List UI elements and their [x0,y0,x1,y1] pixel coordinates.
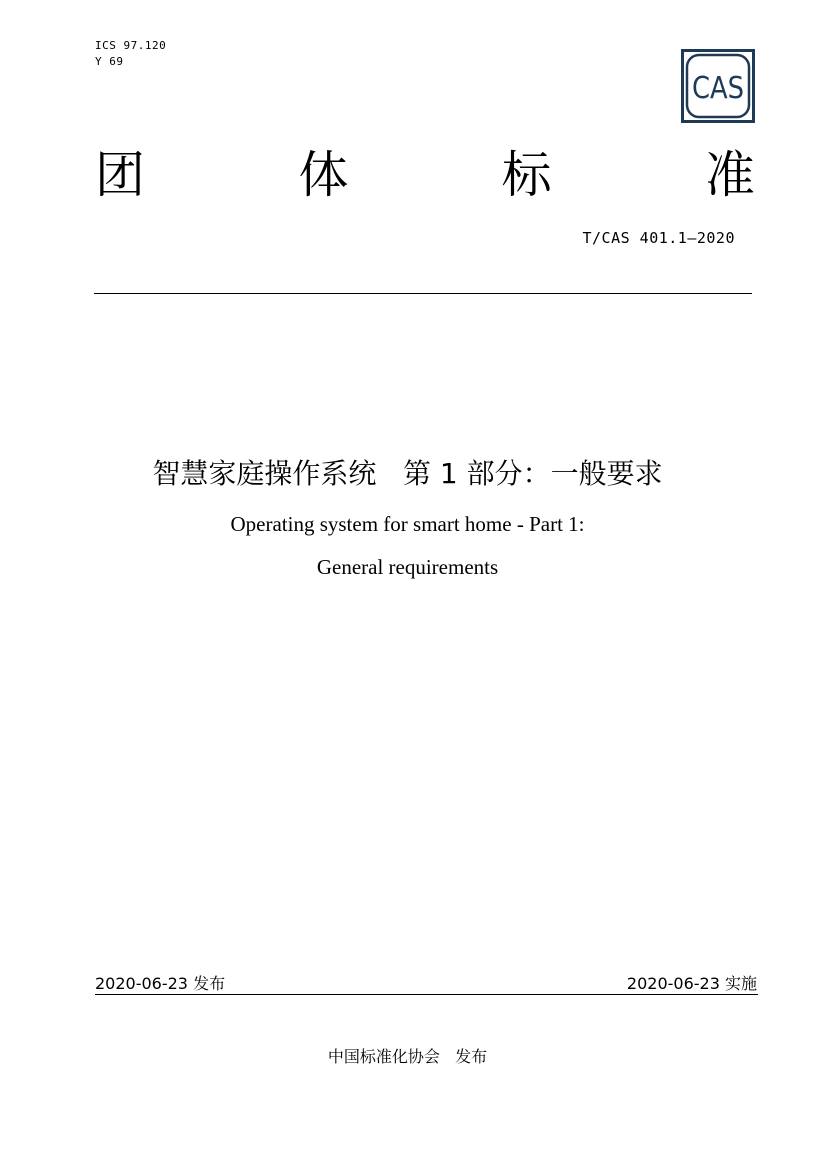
logo-text: CAS [692,71,744,106]
bottom-divider [95,994,758,995]
top-divider [94,293,752,294]
implement-date: 2020-06-23 实施 [626,974,757,993]
cas-logo [681,49,755,123]
ics-code: ICS 97.120 [95,39,167,52]
english-title-line-2: General requirements [316,555,499,579]
publish-date: 2020-06-23 发布 [95,974,226,993]
title-char-3: 标 [501,146,552,204]
classification-codes [95,38,166,70]
english-title-line-1: Operating system for smart home - Part 1: [230,512,585,536]
title-char-4: 准 [704,146,755,204]
standard-number: T/CAS 401.1—2020 [582,229,735,247]
ccs-code: Y 69 [95,55,124,68]
title-char-2: 体 [298,146,349,204]
chinese-title: 智慧家庭操作系统 第 1 部分：一般要求 [152,457,663,490]
publisher: 中国标准化协会 发布 [327,1047,488,1066]
document-type-title [95,140,755,210]
title-char-1: 团 [95,146,145,204]
cas-logo-icon [681,49,755,123]
